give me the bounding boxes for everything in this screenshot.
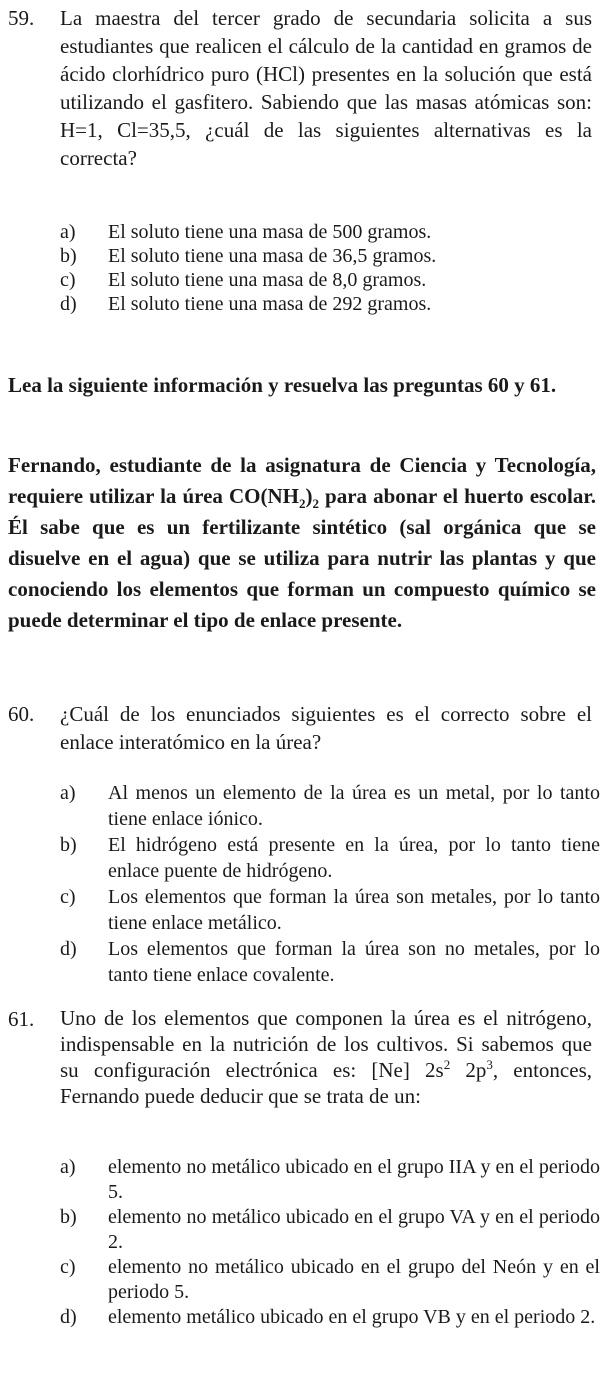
option-c[interactable] xyxy=(60,268,600,292)
option-text: Los elementos que forman la úrea son no metales, por lo tanto tiene enlace covalente. xyxy=(108,938,600,986)
option-letter: b) xyxy=(60,245,77,267)
option-c[interactable] xyxy=(60,884,600,936)
option-c[interactable] xyxy=(60,1255,600,1305)
option-a[interactable] xyxy=(60,780,600,832)
option-text: El soluto tiene una masa de 292 gramos. xyxy=(108,293,432,315)
question-stem: ¿Cuál de los enunciados siguientes es el correcto sobre el enlace interatómico en la úrea? xyxy=(60,702,592,754)
option-letter: a) xyxy=(60,1156,76,1178)
subscript: 2 xyxy=(298,496,306,512)
option-text: El soluto tiene una masa de 8,0 gramos. xyxy=(108,269,427,291)
options-list xyxy=(60,780,600,988)
option-text: elemento no metálico ubicado en el grupo del Neón y en el periodo 5. xyxy=(108,1256,600,1303)
option-letter: a) xyxy=(60,221,76,243)
question-stem xyxy=(60,1005,592,1109)
context-paragraph xyxy=(8,450,596,636)
option-letter: a) xyxy=(60,782,76,804)
option-letter: d) xyxy=(60,1306,77,1328)
option-text: Al menos un elemento de la úrea es un metal, por lo tanto tiene enlace iónico. xyxy=(108,782,600,830)
options-list xyxy=(60,1155,600,1330)
subscript: 2 xyxy=(312,496,319,512)
option-letter: d) xyxy=(60,938,77,960)
option-letter: c) xyxy=(60,269,76,291)
stem-text-1: Uno de los elementos que componen la úrea es el nitrógeno, indispensable en la nutrición de los cultivos. Si sabemos que su configuración electrónica es: [Ne] 2s xyxy=(60,1006,592,1082)
superscript: 3 xyxy=(486,1057,493,1072)
option-letter: b) xyxy=(60,1206,77,1228)
option-b[interactable] xyxy=(60,1205,600,1255)
option-d[interactable] xyxy=(60,1305,600,1330)
context-text-2: ) xyxy=(305,484,313,508)
option-b[interactable] xyxy=(60,244,600,268)
option-text: El hidrógeno está presente en la úrea, por lo tanto tiene enlace puente de hidrógeno. xyxy=(108,834,600,882)
option-text: elemento metálico ubicado en el grupo VB y en el periodo 2. xyxy=(108,1306,596,1328)
stem-text-2: 2p xyxy=(450,1058,487,1082)
option-text: Los elementos que forman la úrea son metales, por lo tanto tiene enlace metálico. xyxy=(108,886,600,934)
context-text-1: Fernando, estudiante de la asignatura de Ciencia y Tecnología, requiere utilizar la úrea CO(NH xyxy=(8,453,596,508)
option-a[interactable] xyxy=(60,220,600,244)
option-letter: d) xyxy=(60,293,77,315)
context-text-3: para abonar el huerto escolar. Él sabe que es un fertilizante sintético (sal orgánica que se disuelve en el agua) que se utiliza para nutrir las plantas y que conociendo los elementos que forman un compuesto químico se puede determinar el tipo de enlace presente. xyxy=(8,484,596,632)
superscript: 2 xyxy=(443,1057,451,1072)
options-list xyxy=(60,220,600,316)
question-number: 61. xyxy=(8,1007,35,1031)
option-letter: c) xyxy=(60,1256,76,1278)
question-number: 59. xyxy=(8,6,35,30)
option-b[interactable] xyxy=(60,832,600,884)
option-text: El soluto tiene una masa de 500 gramos. xyxy=(108,221,432,243)
option-d[interactable] xyxy=(60,936,600,988)
option-text: El soluto tiene una masa de 36,5 gramos. xyxy=(108,245,437,267)
option-text: elemento no metálico ubicado en el grupo IIA y en el periodo 5. xyxy=(108,1156,600,1203)
question-stem: La maestra del tercer grado de secundaria solicita a sus estudiantes que realicen el cálculo de la cantidad en gramos de ácido clorhídrico puro (HCl) presentes en la solución que está utilizando el gasfitero. Sabiendo que las masas atómicas son: H=1, Cl=35,5, ¿cuál de las siguientes alternativas es la correcta? xyxy=(60,6,592,170)
option-letter: b) xyxy=(60,834,77,856)
option-text: elemento no metálico ubicado en el grupo VA y en el periodo 2. xyxy=(108,1206,600,1253)
reading-instruction: Lea la siguiente información y resuelva las preguntas 60 y 61. xyxy=(8,373,557,397)
option-a[interactable] xyxy=(60,1155,600,1205)
option-letter: c) xyxy=(60,886,76,908)
stem-text-3: , entonces, Fernando puede deducir que se trata de un: xyxy=(60,1058,592,1108)
option-d[interactable] xyxy=(60,292,600,316)
question-number: 60. xyxy=(8,702,35,726)
